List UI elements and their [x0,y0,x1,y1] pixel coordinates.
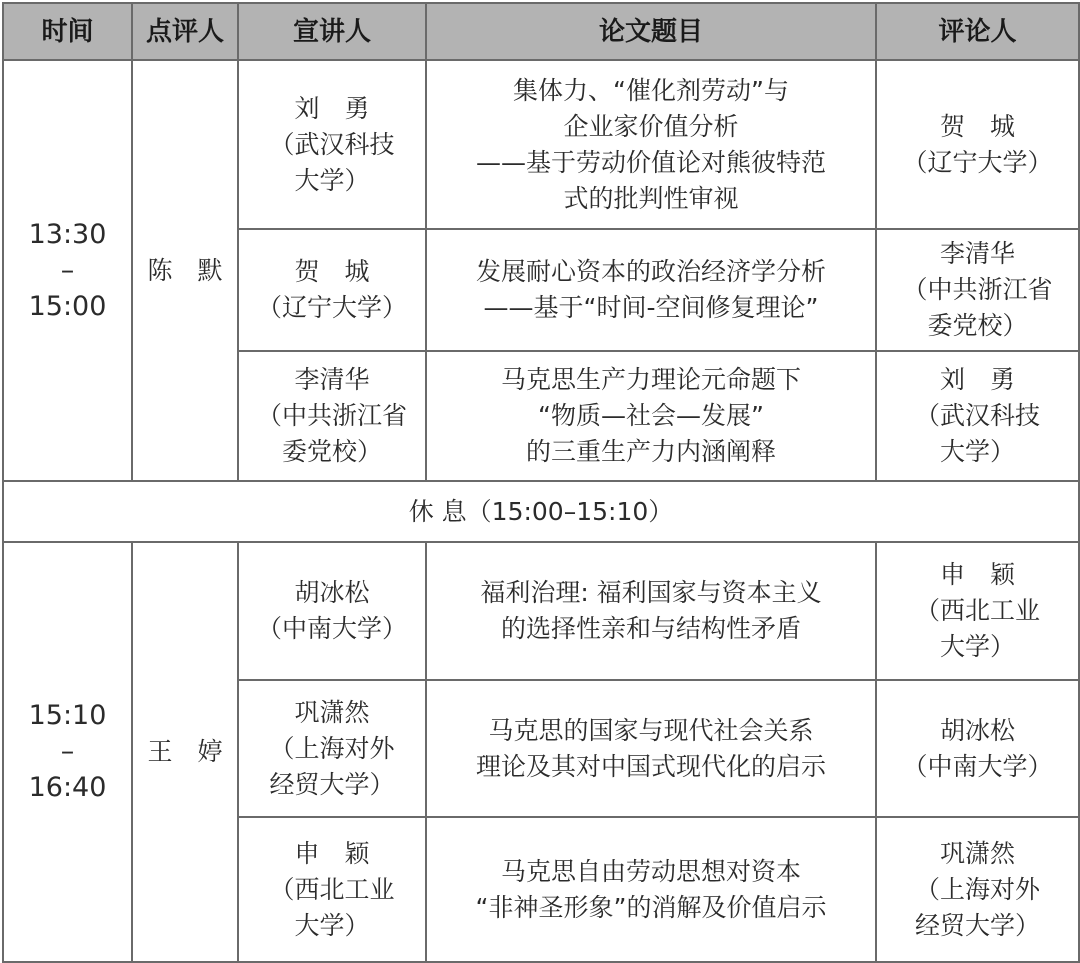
session-time: 13:30 – 15:00 [3,60,132,481]
speaker-cell: 李清华 （中共浙江省 委党校） [238,351,426,481]
table-row [3,60,1079,229]
commentator-cell: 李清华 （中共浙江省 委党校） [876,229,1079,351]
commentator-cell: 贺 城 （辽宁大学） [876,60,1079,229]
session-reviewer: 王 婷 [132,542,238,962]
table-row [3,542,1079,680]
session-time: 15:10 – 16:40 [3,542,132,962]
header-row [3,3,1079,60]
paper-title-cell: 集体力、“催化剂劳动”与 企业家价值分析 ——基于劳动价值论对熊彼特范 式的批判性审视 [426,60,876,229]
speaker-cell: 巩潇然 （上海对外 经贸大学） [238,680,426,817]
header-commentator: 评论人 [876,3,1079,60]
paper-title-cell: 马克思生产力理论元命题下 “物质—社会—发展” 的三重生产力内涵阐释 [426,351,876,481]
speaker-cell: 申 颖 （西北工业 大学） [238,817,426,962]
schedule-table [2,2,1080,963]
speaker-cell: 贺 城 （辽宁大学） [238,229,426,351]
commentator-cell: 申 颖 （西北工业 大学） [876,542,1079,680]
commentator-cell: 胡冰松 （中南大学） [876,680,1079,817]
commentator-cell: 刘 勇 （武汉科技 大学） [876,351,1079,481]
header-speaker: 宣讲人 [238,3,426,60]
paper-title-cell: 马克思自由劳动思想对资本 “非神圣形象”的消解及价值启示 [426,817,876,962]
header-paper-title: 论文题目 [426,3,876,60]
paper-title-cell: 马克思的国家与现代社会关系 理论及其对中国式现代化的启示 [426,680,876,817]
break-row [3,481,1079,542]
speaker-cell: 刘 勇 （武汉科技 大学） [238,60,426,229]
header-reviewer: 点评人 [132,3,238,60]
speaker-cell: 胡冰松 （中南大学） [238,542,426,680]
commentator-cell: 巩潇然 （上海对外 经贸大学） [876,817,1079,962]
header-time: 时间 [3,3,132,60]
session-reviewer: 陈 默 [132,60,238,481]
paper-title-cell: 发展耐心资本的政治经济学分析 ——基于“时间-空间修复理论” [426,229,876,351]
break-label: 休 息（15:00–15:10） [3,481,1079,542]
paper-title-cell: 福利治理: 福利国家与资本主义 的选择性亲和与结构性矛盾 [426,542,876,680]
